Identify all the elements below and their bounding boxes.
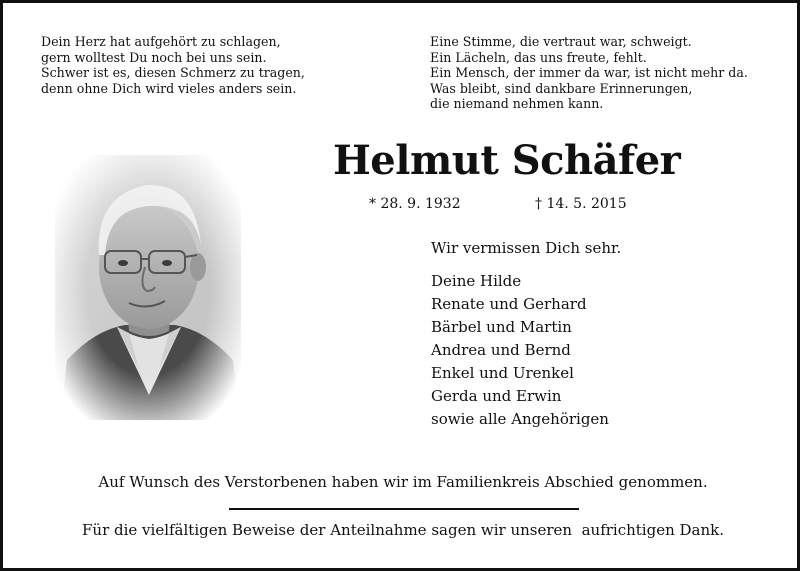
mourner-entry: Bärbel und Martin — [431, 318, 572, 336]
poem-right-line: Ein Lächeln, das uns freute, fehlt. — [430, 49, 647, 65]
portrait-illustration — [55, 155, 241, 420]
mourners-list — [431, 270, 609, 431]
poem-left-line: denn ohne Dich wird vieles anders sein. — [41, 80, 297, 96]
portrait-photo — [55, 155, 241, 420]
poem-left-line: Dein Herz hat aufgehört zu schlagen, — [41, 34, 281, 49]
poem-right-line: die niemand nehmen kann. — [430, 96, 604, 112]
mourner-entry: Andrea und Bernd — [431, 341, 571, 359]
thanks-note: Für die vielfältigen Beweise der Anteilnahme sagen wir unseren aufrichtigen Dank. — [82, 521, 724, 539]
farewell-note: Auf Wunsch des Verstorbenen haben wir im Familienkreis Abschied genommen. — [98, 473, 708, 491]
poem-right — [430, 34, 748, 112]
birth-date: * 28. 9. 1932 — [369, 196, 461, 212]
mourner-entry: Gerda und Erwin — [431, 387, 562, 405]
poem-left — [41, 34, 305, 96]
deceased-name: Helmut Schäfer — [333, 137, 681, 184]
poem-right-line: Was bleibt, sind dankbare Erinnerungen, — [430, 80, 693, 96]
message: Wir vermissen Dich sehr. — [431, 239, 622, 257]
mourner-entry: Renate und Gerhard — [431, 295, 587, 313]
mourner-entry: Enkel und Urenkel — [431, 364, 574, 382]
poem-left-line: Schwer ist es, diesen Schmerz zu tragen, — [41, 65, 305, 81]
poem-left-line: gern wolltest Du noch bei uns sein. — [41, 49, 267, 65]
poem-right-line: Eine Stimme, die vertraut war, schweigt. — [430, 34, 692, 49]
death-date: † 14. 5. 2015 — [535, 196, 627, 212]
divider — [229, 508, 579, 510]
poem-right-line: Ein Mensch, der immer da war, ist nicht mehr da. — [430, 65, 748, 81]
mourner-entry: Deine Hilde — [431, 272, 522, 290]
mourner-entry: sowie alle Angehörigen — [431, 410, 609, 428]
